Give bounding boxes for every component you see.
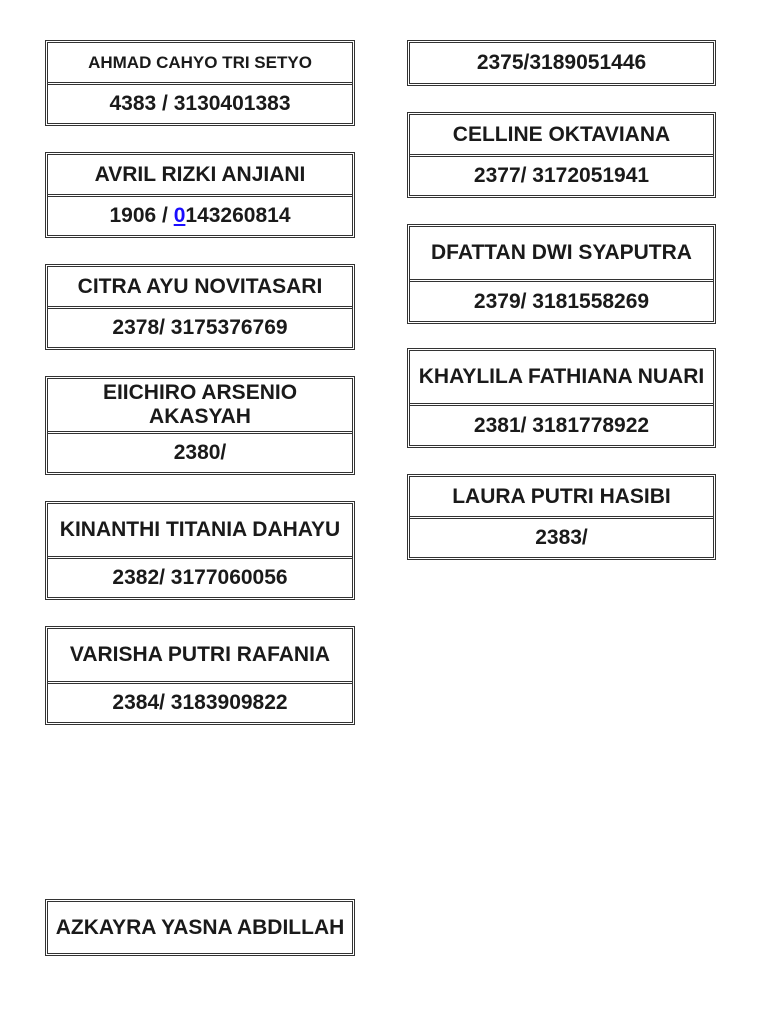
number-link[interactable]: 0 (173, 204, 186, 227)
student-card (45, 899, 355, 956)
student-name: EIICHIRO ARSENIO AKASYAH (48, 379, 352, 434)
student-name: AHMAD CAHYO TRI SETYO (48, 43, 352, 85)
student-name: AZKAYRA YASNA ABDILLAH (55, 915, 345, 939)
student-name: KHAYLILA FATHIANA NUARI (410, 351, 713, 406)
student-card (407, 348, 716, 448)
student-number: 2384/ 3183909822 (112, 691, 288, 714)
student-number: 4383 / 3130401383 (109, 92, 291, 115)
number-suffix: 143260814 (185, 204, 291, 227)
student-card (407, 474, 716, 560)
student-name: DFATTAN DWI SYAPUTRA (410, 227, 713, 282)
student-card (45, 264, 355, 350)
student-number: 2377/ 3172051941 (473, 164, 650, 187)
student-card (407, 40, 716, 86)
student-name: KINANTHI TITANIA DAHAYU (48, 504, 352, 559)
student-card (45, 376, 355, 475)
student-name: CELLINE OKTAVIANA (410, 115, 713, 157)
student-card (45, 152, 355, 238)
student-number: 2375/3189051446 (476, 51, 647, 74)
student-card (45, 501, 355, 600)
student-number: 2380/ (173, 441, 227, 464)
student-name: LAURA PUTRI HASIBI (410, 477, 713, 519)
student-number: 2383/ (535, 526, 588, 549)
student-card (45, 626, 355, 725)
number-prefix: 1906 / (109, 204, 174, 227)
student-card (407, 224, 716, 324)
student-number (48, 197, 352, 235)
student-number: 2378/ 3175376769 (112, 316, 288, 339)
student-name: CITRA AYU NOVITASARI (48, 267, 352, 309)
student-card (407, 112, 716, 198)
student-name: AVRIL RIZKI ANJIANI (48, 155, 352, 197)
student-number: 2379/ 3181558269 (473, 289, 650, 313)
student-number: 2381/ 3181778922 (473, 413, 650, 437)
student-name: VARISHA PUTRI RAFANIA (48, 629, 352, 684)
student-number: 2382/ 3177060056 (112, 566, 288, 589)
student-card (45, 40, 355, 126)
